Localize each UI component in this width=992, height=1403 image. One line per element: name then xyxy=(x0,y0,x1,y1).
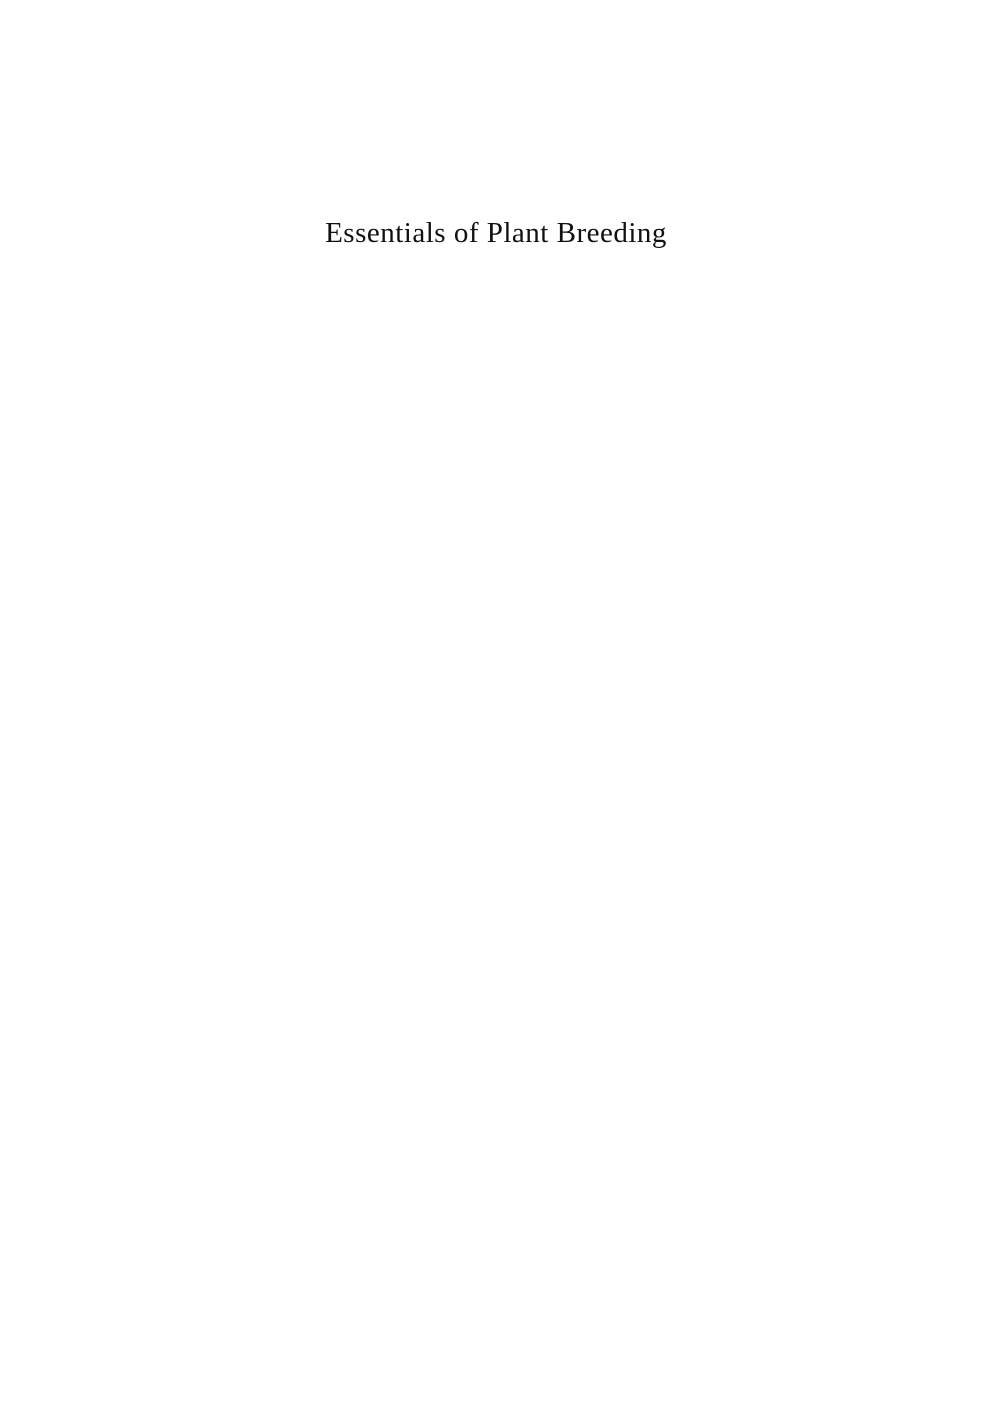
book-title: Essentials of Plant Breeding xyxy=(325,217,667,249)
